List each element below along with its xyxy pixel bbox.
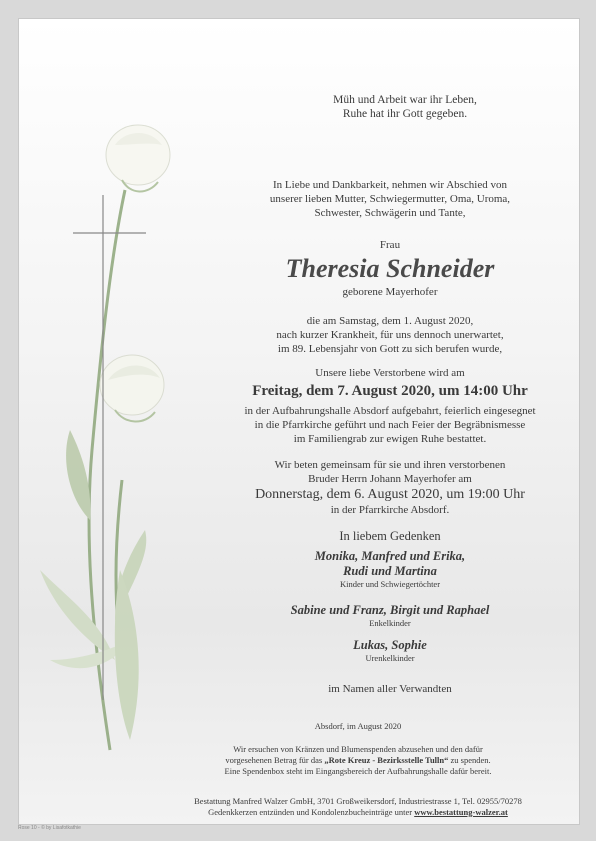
funeral-line: in die Pfarrkirche geführt und nach Feier der Begräbnismesse [254,419,526,431]
mourner-relation: Enkelkinder [369,618,411,628]
motto-line: Ruhe hat ihr Gott gegeben. [342,108,468,120]
funeral-text [190,404,590,446]
mourner-relation: Kinder und Schwiegertöchter [339,579,441,589]
footer [60,796,596,818]
prayer-date: Donnerstag, dem 6. August 2020, um 19:00 Uhr [255,487,525,502]
donation-line: Eine Spendenbox steht im Eingangsbereich der Aufbahrungshalle dafür bereit. [224,766,492,776]
mourner-group [190,638,590,664]
mourner-names: Lukas, Sophie [353,638,427,652]
birth-name: geborene Mayerhofer [342,286,438,298]
intro-line: In Liebe und Dankbarkeit, nehmen wir Abschied von [273,179,507,191]
mourner-relation: Urenkelkinder [365,653,415,663]
relatives-note: im Namen aller Verwandten [328,683,452,695]
rose-illustration [30,100,180,780]
intro-text [190,178,590,220]
mourner-group [190,549,590,590]
deceased-name: Theresia Schneider [285,254,495,283]
motto [300,93,510,121]
mourner-names: Sabine und Franz, Birgit und Raphael [290,603,490,617]
donation-line: Wir ersuchen von Kränzen und Blumenspenden abzusehen und den dafür [233,744,483,754]
donation-text: vorgesehenen Betrag für das [225,755,325,765]
death-line: im 89. Lebensjahr von Gott zu sich berufen wurde, [277,343,503,355]
funeral-date: Freitag, dem 7. August 2020, um 14:00 Uhr [252,383,528,399]
prayer-line: Wir beten gemeinsam für sie und ihren verstorbenen [274,459,506,471]
salutation: Frau [379,239,401,251]
intro-line: Schwester, Schwägerin und Tante, [314,207,466,219]
funeral-home-info: Bestattung Manfred Walzer GmbH, 3701 Großweikersdorf, Industriestrasse 1, Tel. 02955/70278 [194,796,522,806]
website-link[interactable]: www.bestattung-walzer.at [414,807,508,817]
prayer-place: in der Pfarrkirche Absdorf. [330,504,450,516]
donation-line [60,755,596,766]
donation-note [60,744,596,777]
death-line: die am Samstag, dem 1. August 2020, [306,315,474,327]
mourner-names: Monika, Manfred und Erika, [314,549,466,563]
donation-text: zu spenden. [448,755,491,765]
death-line: nach kurzer Krankheit, für uns dennoch unerwartet, [276,329,504,341]
donation-recipient: „Rote Kreuz - Bezirksstelle Tulln“ [324,755,449,765]
funeral-line: im Familiengrab zur ewigen Ruhe bestattet. [293,433,487,445]
intro-line: unserer lieben Mutter, Schwiegermutter, Oma, Uroma, [269,193,511,205]
image-credit: Rose 10 - © by Lisafotkathie [18,825,81,831]
motto-line: Müh und Arbeit war ihr Leben, [333,94,477,106]
mourner-group [190,603,590,629]
prayer-text [190,458,590,486]
death-text [190,314,590,356]
funeral-intro: Unsere liebe Verstorbene wird am [315,367,465,379]
memory-heading: In liebem Gedenken [339,529,441,543]
place-date: Absdorf, im August 2020 [314,721,402,731]
funeral-line: in der Aufbahrungshalle Absdorf aufgebahrt, feierlich eingesegnet [244,405,536,417]
prayer-line: Bruder Herrn Johann Mayerhofer am [308,473,472,485]
mourner-names: Rudi und Martina [343,564,437,578]
condolence-text: Gedenkkerzen entzünden und Kondolenzbucheinträge unter [208,807,415,817]
condolence-line [60,807,596,818]
